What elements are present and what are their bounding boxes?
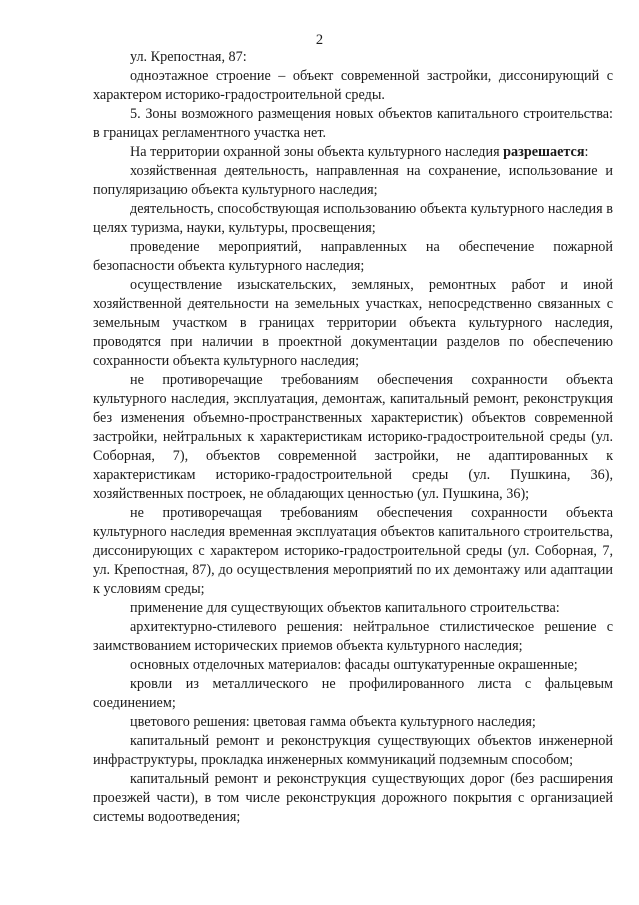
paragraph: не противоречащая требованиям обеспечения сохранности объекта культурного наследия временная эксплуатация объектов капитального строительства, диссонирующих с характером историко-градостроительной среды (ул. Соборная, 7, ул. Крепостная, 87), до осуществления мероприятий по их демонтажу или адаптации к условиям среды; [93,505,613,597]
paragraph: не противоречащие требованиям обеспечения сохранности объекта культурного наследия, эксплуатация, демонтаж, капитальный ремонт, реконструкция без изменения объемно-пространственных характеристик) объектов современной застройки, нейтральных к характеристикам историко-градостроительной среды (ул. Соборная, 7), объектов современной застройки, не адаптированных к характеристикам историко-градостроительной среды (ул. Пушкина, 36), хозяйственных построек, не обладающих ценностью (ул. Пушкина, 36); [93,372,613,502]
permitted-keyword: разрешается [503,144,585,160]
paragraph: архитектурно-стилевого решения: нейтральное стилистическое решение с заимствованием исторических приемов объекта культурного наследия; [93,619,613,654]
paragraph: ул. Крепостная, 87: [130,49,247,65]
paragraph: кровли из металлического не профилированного листа с фальцевым соединением; [93,676,613,711]
paragraph: цветового решения: цветовая гамма объекта культурного наследия; [130,714,536,730]
paragraph: основных отделочных материалов: фасады оштукатуренные окрашенные; [130,657,578,673]
paragraph-permitted-heading [93,143,613,162]
paragraph: проведение мероприятий, направленных на обеспечение пожарной безопасности объекта культурного наследия; [93,239,613,274]
page-number: 2 [315,32,324,48]
paragraph: капитальный ремонт и реконструкция существующих дорог (без расширения проезжей части), в том числе реконструкция дорожного покрытия с организацией системы водоотведения; [93,771,613,825]
paragraph: осуществление изыскательских, земляных, ремонтных работ и иной хозяйственной деятельности на земельных участках, непосредственно связанных с земельным участком в границах территории объекта культурного наследия, проводятся при наличии в проектной документации разделов по обеспечению сохранности объекта культурного наследия; [93,277,613,369]
paragraph: применение для существующих объектов капитального строительства: [130,600,560,616]
paragraph-text: На территории охранной зоны объекта культурного наследия [130,144,504,160]
paragraph: деятельность, способствующая использованию объекта культурного наследия в целях туризма, науки, культуры, просвещения; [93,201,613,236]
paragraph: хозяйственная деятельность, направленная на сохранение, использование и популяризацию объекта культурного наследия; [93,163,613,198]
paragraph-colon: : [584,144,589,160]
paragraph: 5. Зоны возможного размещения новых объектов капитального строительства: в границах регламентного участка нет. [93,106,613,141]
document-body [93,48,613,827]
paragraph: одноэтажное строение – объект современной застройки, диссонирующий с характером историко-градостроительной среды. [93,68,613,103]
paragraph: капитальный ремонт и реконструкция существующих объектов инженерной инфраструктуры, прокладка инженерных коммуникаций подземным способом; [93,733,613,768]
